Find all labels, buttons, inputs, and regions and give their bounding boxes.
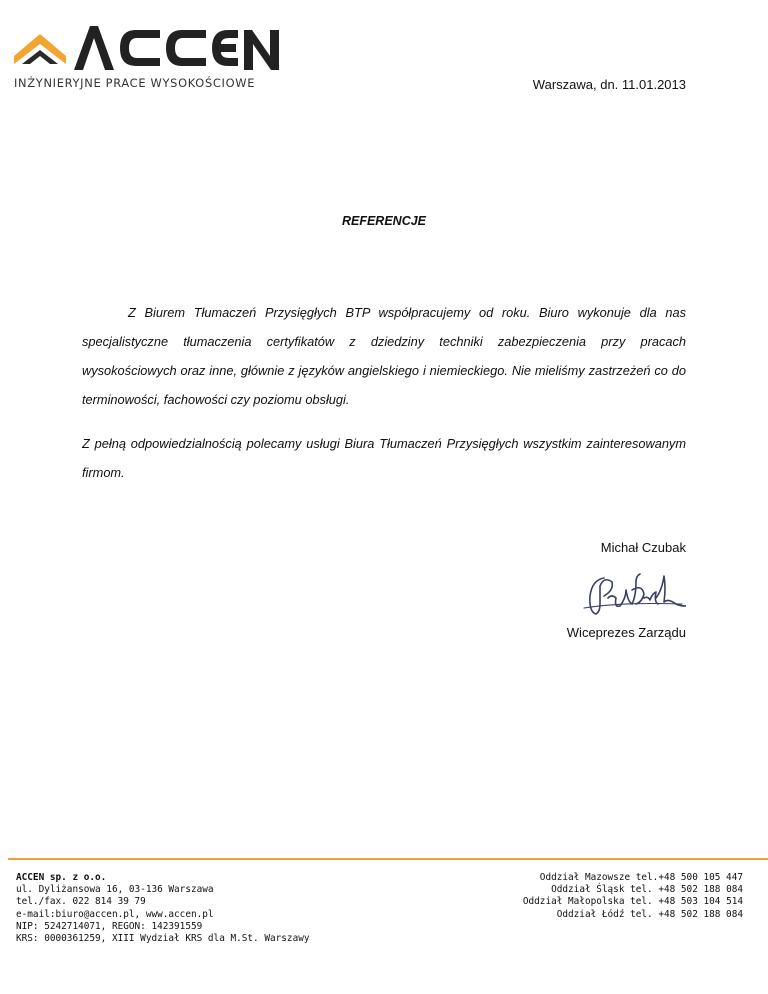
footer-nip-line: NIP: 5242714071, REGON: 142391559 — [16, 920, 203, 932]
company-tagline: INŻYNIERYJNE PRACE WYSOKOŚCIOWE — [14, 76, 256, 90]
footer-phone-line: tel./fax. 022 814 39 79 — [16, 896, 146, 908]
footer-company-name: ACCEN sp. z o.o. — [16, 872, 107, 883]
footer-company-info — [16, 872, 310, 945]
date-line: Warszawa, dn. 11.01.2013 — [532, 77, 686, 92]
branch-lodz: Oddział Łódź tel. +48 502 188 084 — [556, 908, 743, 920]
branch-slask: Oddział Śląsk tel. +48 502 188 084 — [551, 884, 743, 896]
footer-krs-line: KRS: 0000361259, XIII Wydział KRS dla M.St. Warszawy — [16, 933, 310, 945]
accen-wordmark — [74, 26, 280, 70]
body-paragraph-1: Z Biurem Tłumaczeń Przysięgłych BTP współpracujemy od roku. Biuro wykonuje dla nas specjalistyczne tłumaczenia certyfikatów z dziedziny techniki zabezpieczenia przy pracach wysokościowych oraz inne, głównie z języków angielskiego i niemieckiego. Nie mieliśmy zastrzeżeń co do terminowości, fachowości czy poziomu obsługi. — [82, 305, 686, 407]
signatory-role: Wiceprezes Zarządu — [566, 625, 686, 640]
document-title: REFERENCJE — [341, 214, 427, 228]
handwritten-signature — [582, 568, 686, 622]
signatory-name: Michał Czubak — [600, 540, 686, 555]
footer-address-line: ul. Dyliżansowa 16, 03-136 Warszawa — [16, 884, 214, 896]
branch-malopolska: Oddział Małopolska tel. +48 503 104 514 — [522, 896, 743, 908]
footer-email-line: e-mail:biuro@accen.pl, www.accen.pl — [16, 908, 214, 920]
branch-mazowsze: Oddział Mazowsze tel.+48 500 105 447 — [539, 872, 743, 883]
accen-logo-mark-icon — [14, 28, 66, 68]
body-paragraph-2: Z pełną odpowiedzialnością polecamy usługi Biura Tłumaczeń Przysięgłych wszystkim zainteresowanym firmom. — [82, 436, 686, 480]
company-logo — [14, 22, 274, 94]
footer-branches — [523, 872, 743, 921]
footer-divider — [8, 858, 768, 860]
